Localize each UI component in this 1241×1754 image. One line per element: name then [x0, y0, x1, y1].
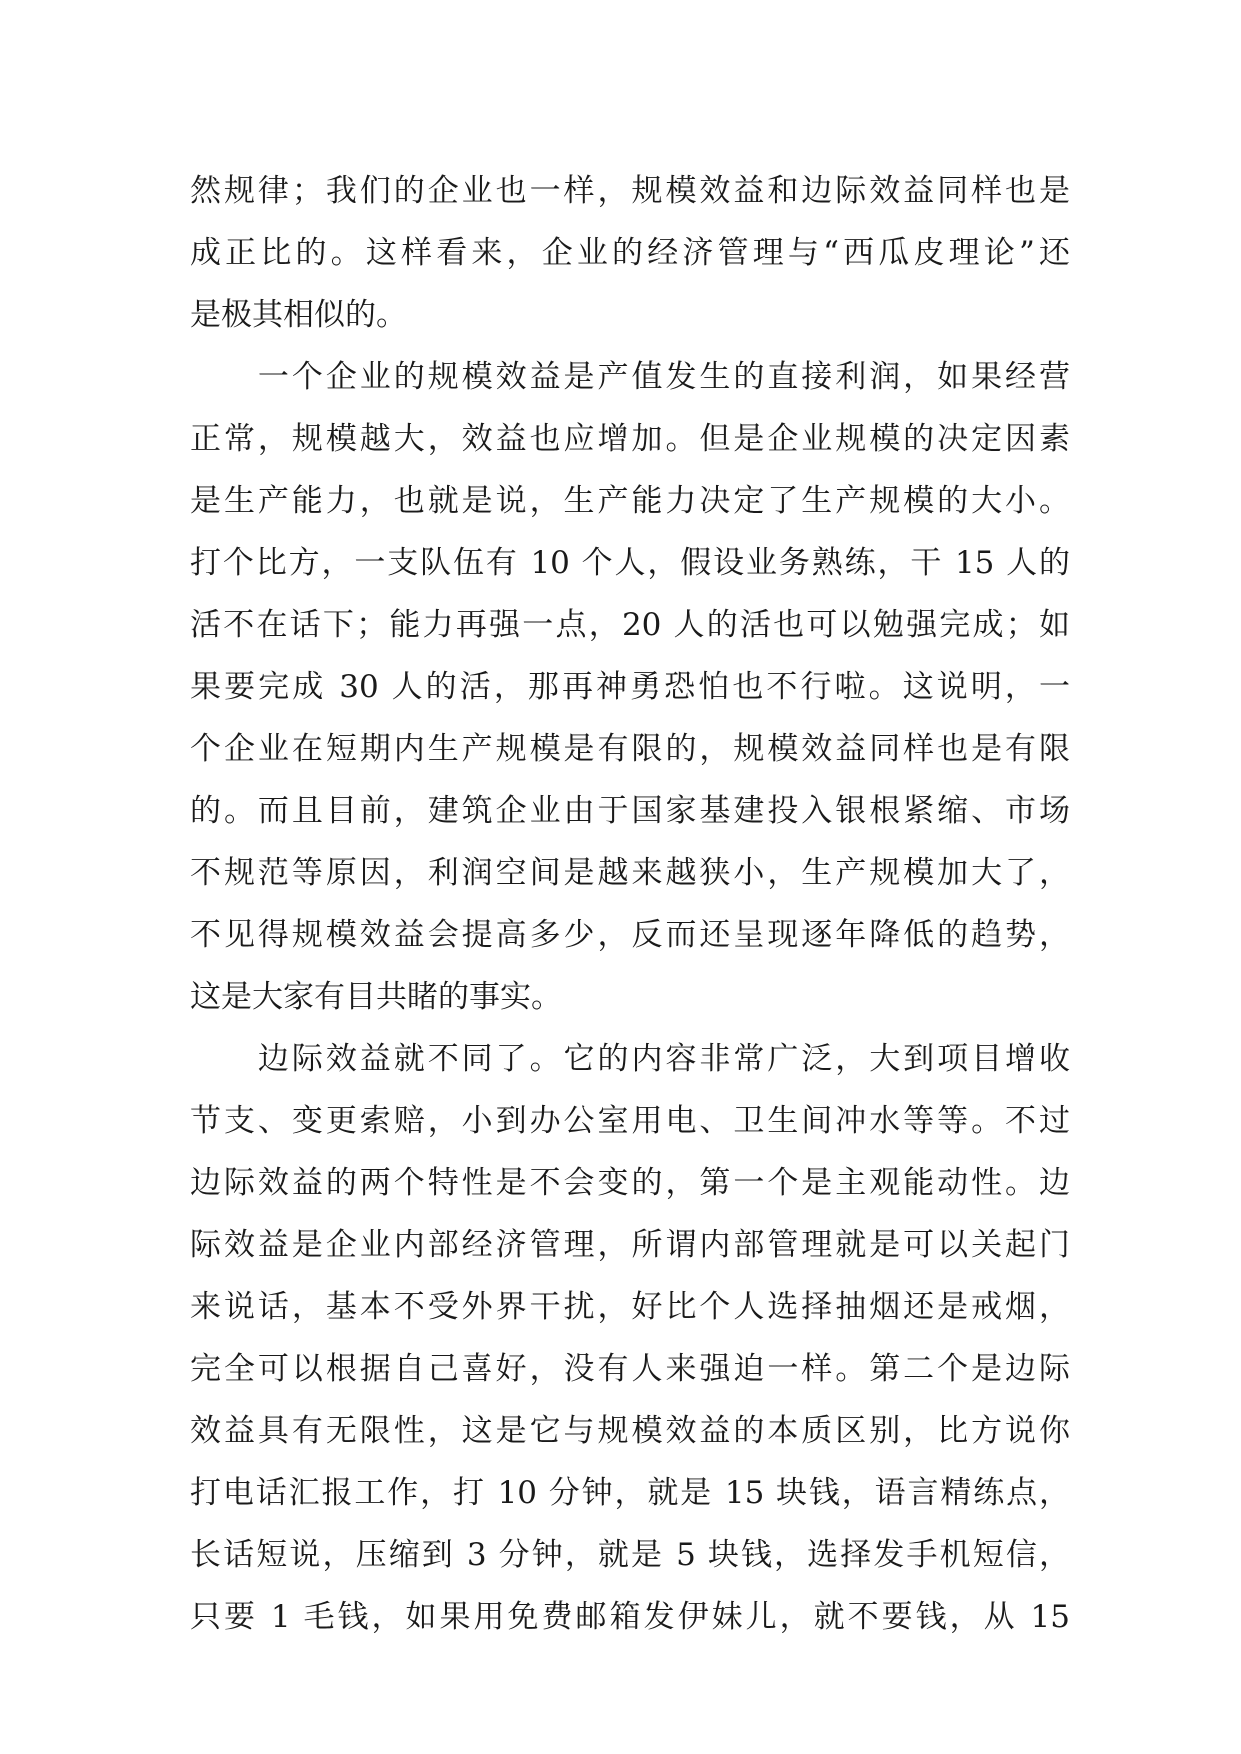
- text-line: 个企业在短期内生产规模是有限的，规模效益同样也是有限: [190, 731, 1070, 767]
- text-line: 打电话汇报工作，打 10 分钟，就是 15 块钱，语言精练点，: [190, 1475, 1070, 1511]
- text-line: 正常，规模越大，效益也应增加。但是企业规模的决定因素: [190, 421, 1070, 457]
- text-line: 长话短说，压缩到 3 分钟，就是 5 块钱，选择发手机短信，: [190, 1537, 1070, 1573]
- text-line: 节支、变更索赔，小到办公室用电、卫生间冲水等等。不过: [190, 1103, 1070, 1139]
- text-line: 不见得规模效益会提高多少，反而还呈现逐年降低的趋势，: [190, 917, 1070, 953]
- text-line: 成正比的。这样看来，企业的经济管理与“西瓜皮理论”还: [190, 235, 1070, 271]
- text-line: 边际效益就不同了。它的内容非常广泛，大到项目增收: [190, 1041, 1070, 1077]
- text-line: 一个企业的规模效益是产值发生的直接利润，如果经营: [190, 359, 1070, 395]
- text-line: 这是大家有目共睹的事实。: [190, 979, 562, 1015]
- text-line: 只要 1 毛钱，如果用免费邮箱发伊妹儿，就不要钱，从 15: [190, 1599, 1070, 1635]
- body-text: [190, 160, 1070, 1648]
- text-line: 然规律；我们的企业也一样，规模效益和边际效益同样也是: [190, 173, 1070, 209]
- text-line: 不规范等原因，利润空间是越来越狭小，生产规模加大了，: [190, 855, 1070, 891]
- text-line: 来说话，基本不受外界干扰，好比个人选择抽烟还是戒烟，: [190, 1289, 1070, 1325]
- text-line: 际效益是企业内部经济管理，所谓内部管理就是可以关起门: [190, 1227, 1070, 1263]
- text-line: 的。而且目前，建筑企业由于国家基建投入银根紧缩、市场: [190, 793, 1070, 829]
- text-line: 是极其相似的。: [190, 297, 407, 333]
- text-line: 打个比方，一支队伍有 10 个人，假设业务熟练，干 15 人的: [190, 545, 1070, 581]
- text-line: 活不在话下；能力再强一点，20 人的活也可以勉强完成；如: [190, 607, 1070, 643]
- text-line: 效益具有无限性，这是它与规模效益的本质区别，比方说你: [190, 1413, 1070, 1449]
- text-line: 果要完成 30 人的活，那再神勇恐怕也不行啦。这说明，一: [190, 669, 1070, 705]
- text-line: 完全可以根据自己喜好，没有人来强迫一样。第二个是边际: [190, 1351, 1070, 1387]
- text-line: 是生产能力，也就是说，生产能力决定了生产规模的大小。: [190, 483, 1070, 519]
- text-line: 边际效益的两个特性是不会变的，第一个是主观能动性。边: [190, 1165, 1070, 1201]
